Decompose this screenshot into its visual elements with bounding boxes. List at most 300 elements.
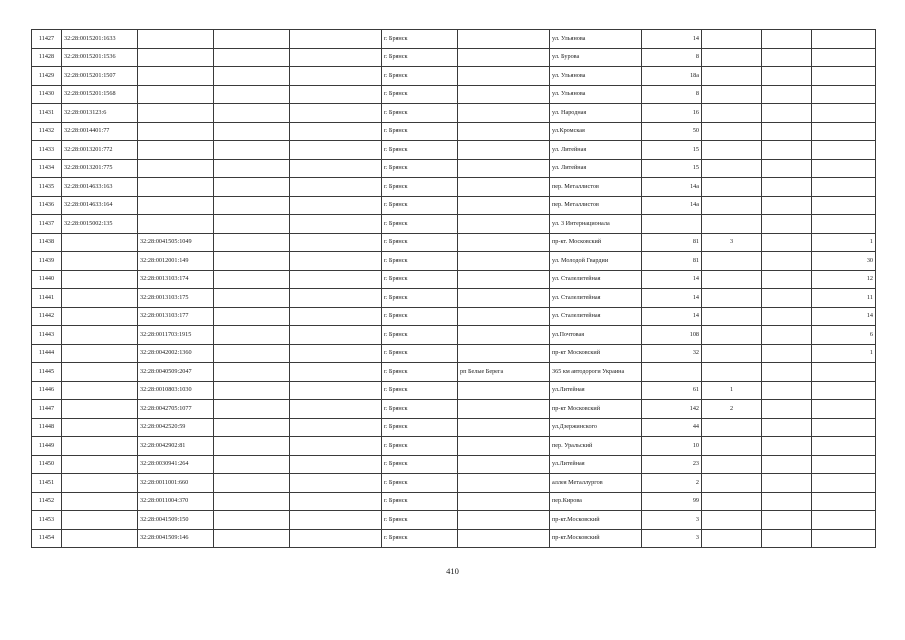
cell-empty (214, 104, 290, 123)
cell-city: г. Брянск (382, 233, 458, 252)
cell-apartment (812, 85, 876, 104)
cell-house: 44 (642, 418, 702, 437)
cell-locality (458, 400, 550, 419)
cell-city: г. Брянск (382, 344, 458, 363)
cell-cadastral-number-alt: 32:28:0011703:1915 (138, 326, 214, 345)
cell-record-number: 11451 (32, 474, 62, 493)
table-row (32, 233, 876, 252)
cell-apartment (812, 215, 876, 234)
table-row (32, 85, 876, 104)
cell-empty (762, 326, 812, 345)
cell-city: г. Брянск (382, 122, 458, 141)
cell-empty (762, 141, 812, 160)
table-row (32, 381, 876, 400)
cell-record-number: 11438 (32, 233, 62, 252)
cell-empty (214, 67, 290, 86)
cell-apartment: 1 (812, 233, 876, 252)
cell-house: 61 (642, 381, 702, 400)
cell-cadastral-number-alt: 32:28:0040509:2047 (138, 363, 214, 382)
cell-cadastral-number-alt (138, 196, 214, 215)
cell-empty (762, 400, 812, 419)
cell-cadastral-number: 32:28:0013123:6 (62, 104, 138, 123)
cell-street: ул. Молодой Гвардии (550, 252, 642, 271)
cell-record-number: 11429 (32, 67, 62, 86)
cell-city: г. Брянск (382, 196, 458, 215)
cell-record-number: 11452 (32, 492, 62, 511)
cell-building (702, 85, 762, 104)
registry-table (31, 29, 876, 548)
cell-locality (458, 85, 550, 104)
cell-street: ул. Литейная (550, 159, 642, 178)
cell-empty (290, 307, 382, 326)
cell-cadastral-number (62, 455, 138, 474)
cell-cadastral-number-alt (138, 141, 214, 160)
cell-cadastral-number (62, 344, 138, 363)
cell-cadastral-number-alt (138, 104, 214, 123)
cell-record-number: 11427 (32, 30, 62, 49)
cell-empty (214, 344, 290, 363)
cell-cadastral-number-alt: 32:28:0011004:370 (138, 492, 214, 511)
cell-building (702, 326, 762, 345)
cell-empty (214, 474, 290, 493)
cell-empty (214, 141, 290, 160)
cell-empty (214, 252, 290, 271)
cell-empty (214, 363, 290, 382)
cell-city: г. Брянск (382, 289, 458, 308)
cell-city: г. Брянск (382, 48, 458, 67)
cell-house: 15 (642, 159, 702, 178)
cell-building (702, 252, 762, 271)
cell-building (702, 492, 762, 511)
cell-building (702, 141, 762, 160)
cell-empty (762, 511, 812, 530)
cell-house: 14 (642, 307, 702, 326)
table-row (32, 252, 876, 271)
cell-street: ул.Дзержинского (550, 418, 642, 437)
cell-street: ул. Ульянова (550, 85, 642, 104)
cell-empty (214, 511, 290, 530)
cell-city: г. Брянск (382, 400, 458, 419)
cell-street: ул. 3 Интернационала (550, 215, 642, 234)
cell-street: ул. Народная (550, 104, 642, 123)
cell-empty (762, 363, 812, 382)
cell-cadastral-number-alt: 32:28:0013103:174 (138, 270, 214, 289)
cell-apartment (812, 474, 876, 493)
cell-empty (762, 455, 812, 474)
cell-street: ул. Бурова (550, 48, 642, 67)
cell-house: 3 (642, 529, 702, 548)
cell-street: ул. Сталелитейная (550, 270, 642, 289)
cell-cadastral-number-alt: 32:28:0011001:660 (138, 474, 214, 493)
cell-empty (762, 233, 812, 252)
cell-empty (214, 270, 290, 289)
cell-city: г. Брянск (382, 381, 458, 400)
cell-record-number: 11448 (32, 418, 62, 437)
cell-locality (458, 215, 550, 234)
cell-house: 99 (642, 492, 702, 511)
cell-house: 15 (642, 141, 702, 160)
cell-house: 8 (642, 85, 702, 104)
cell-apartment (812, 67, 876, 86)
cell-empty (214, 48, 290, 67)
cell-empty (290, 511, 382, 530)
cell-locality (458, 159, 550, 178)
table-row (32, 344, 876, 363)
cell-cadastral-number-alt (138, 215, 214, 234)
cell-street: ул.Почтовая (550, 326, 642, 345)
cell-building (702, 159, 762, 178)
cell-empty (214, 233, 290, 252)
cell-apartment (812, 30, 876, 49)
cell-record-number: 11446 (32, 381, 62, 400)
cell-locality (458, 474, 550, 493)
cell-empty (214, 196, 290, 215)
cell-street: пр-кт Московский (550, 344, 642, 363)
cell-apartment (812, 511, 876, 530)
cell-locality: рп Белые Берега (458, 363, 550, 382)
cell-apartment: 12 (812, 270, 876, 289)
cell-apartment: 14 (812, 307, 876, 326)
cell-building (702, 30, 762, 49)
cell-house: 14 (642, 30, 702, 49)
cell-apartment (812, 437, 876, 456)
cell-cadastral-number (62, 437, 138, 456)
cell-house: 2 (642, 474, 702, 493)
cell-cadastral-number-alt: 32:28:0030941:264 (138, 455, 214, 474)
cell-empty (290, 252, 382, 271)
cell-record-number: 11433 (32, 141, 62, 160)
cell-cadastral-number (62, 474, 138, 493)
cell-cadastral-number-alt: 32:28:0042520:59 (138, 418, 214, 437)
cell-city: г. Брянск (382, 252, 458, 271)
cell-empty (214, 30, 290, 49)
cell-cadastral-number-alt (138, 159, 214, 178)
cell-apartment (812, 381, 876, 400)
cell-street: пер. Металлистов (550, 196, 642, 215)
cell-city: г. Брянск (382, 363, 458, 382)
cell-locality (458, 233, 550, 252)
cell-record-number: 11442 (32, 307, 62, 326)
cell-house: 23 (642, 455, 702, 474)
cell-record-number: 11441 (32, 289, 62, 308)
cell-empty (290, 289, 382, 308)
cell-cadastral-number (62, 270, 138, 289)
cell-locality (458, 30, 550, 49)
cell-empty (214, 215, 290, 234)
cell-cadastral-number (62, 529, 138, 548)
cell-city: г. Брянск (382, 270, 458, 289)
cell-house: 16 (642, 104, 702, 123)
cell-building (702, 289, 762, 308)
cell-empty (214, 492, 290, 511)
cell-cadastral-number (62, 289, 138, 308)
table-row (32, 30, 876, 49)
cell-cadastral-number (62, 400, 138, 419)
cell-empty (762, 474, 812, 493)
cell-locality (458, 252, 550, 271)
cell-street: пр-кт Московский (550, 400, 642, 419)
cell-empty (214, 529, 290, 548)
cell-empty (762, 48, 812, 67)
cell-cadastral-number-alt: 32:28:0010803:1030 (138, 381, 214, 400)
cell-street: пр-кт.Московский (550, 529, 642, 548)
cell-cadastral-number: 32:28:0015201:1633 (62, 30, 138, 49)
cell-empty (290, 196, 382, 215)
cell-street: пер. Уральский (550, 437, 642, 456)
cell-record-number: 11434 (32, 159, 62, 178)
cell-building (702, 529, 762, 548)
cell-cadastral-number: 32:28:0015201:1536 (62, 48, 138, 67)
cell-cadastral-number: 32:28:0014401:77 (62, 122, 138, 141)
cell-empty (214, 326, 290, 345)
table-row (32, 492, 876, 511)
cell-cadastral-number-alt (138, 178, 214, 197)
table-row (32, 529, 876, 548)
cell-apartment: 11 (812, 289, 876, 308)
cell-empty (762, 418, 812, 437)
cell-house: 8 (642, 48, 702, 67)
cell-locality (458, 381, 550, 400)
cell-empty (290, 400, 382, 419)
cell-locality (458, 289, 550, 308)
cell-cadastral-number (62, 326, 138, 345)
table-row (32, 196, 876, 215)
cell-city: г. Брянск (382, 30, 458, 49)
cell-apartment (812, 159, 876, 178)
cell-house (642, 215, 702, 234)
cell-empty (290, 141, 382, 160)
cell-empty (214, 159, 290, 178)
cell-apartment (812, 48, 876, 67)
cell-house: 10 (642, 437, 702, 456)
cell-city: г. Брянск (382, 104, 458, 123)
cell-building (702, 511, 762, 530)
cell-record-number: 11439 (32, 252, 62, 271)
cell-empty (290, 178, 382, 197)
cell-house: 14а (642, 196, 702, 215)
cell-apartment (812, 400, 876, 419)
cell-building (702, 270, 762, 289)
cell-city: г. Брянск (382, 159, 458, 178)
table-row (32, 400, 876, 419)
cell-locality (458, 492, 550, 511)
cell-empty (762, 492, 812, 511)
cell-city: г. Брянск (382, 141, 458, 160)
cell-empty (762, 529, 812, 548)
cell-building (702, 455, 762, 474)
cell-apartment: 1 (812, 344, 876, 363)
cell-empty (290, 344, 382, 363)
cell-apartment (812, 529, 876, 548)
cell-apartment (812, 492, 876, 511)
cell-cadastral-number (62, 233, 138, 252)
cell-apartment (812, 363, 876, 382)
table-row (32, 141, 876, 160)
cell-locality (458, 141, 550, 160)
cell-cadastral-number-alt (138, 48, 214, 67)
cell-apartment (812, 178, 876, 197)
cell-empty (290, 215, 382, 234)
cell-cadastral-number (62, 381, 138, 400)
table-row (32, 437, 876, 456)
cell-empty (290, 363, 382, 382)
cell-record-number: 11435 (32, 178, 62, 197)
cell-apartment (812, 418, 876, 437)
cell-empty (290, 104, 382, 123)
cell-cadastral-number-alt: 32:28:0013103:177 (138, 307, 214, 326)
cell-locality (458, 48, 550, 67)
cell-house: 142 (642, 400, 702, 419)
cell-street: ул.Литейная (550, 455, 642, 474)
cell-empty (290, 326, 382, 345)
cell-empty (214, 85, 290, 104)
cell-cadastral-number-alt: 32:28:0041505:1049 (138, 233, 214, 252)
cell-empty (762, 85, 812, 104)
cell-locality (458, 104, 550, 123)
cell-empty (214, 178, 290, 197)
cell-building (702, 418, 762, 437)
cell-empty (290, 48, 382, 67)
cell-locality (458, 122, 550, 141)
cell-building: 1 (702, 381, 762, 400)
cell-record-number: 11454 (32, 529, 62, 548)
table-row (32, 104, 876, 123)
cell-empty (290, 85, 382, 104)
cell-cadastral-number (62, 511, 138, 530)
cell-empty (290, 492, 382, 511)
cell-record-number: 11440 (32, 270, 62, 289)
table-row (32, 215, 876, 234)
table-row (32, 270, 876, 289)
cell-street: пр-кт.Московский (550, 511, 642, 530)
cell-empty (762, 289, 812, 308)
cell-apartment (812, 141, 876, 160)
cell-street: пр-кт. Московский (550, 233, 642, 252)
cell-cadastral-number-alt: 32:28:0041509:150 (138, 511, 214, 530)
cell-record-number: 11449 (32, 437, 62, 456)
table-row (32, 178, 876, 197)
cell-locality (458, 178, 550, 197)
cell-locality (458, 67, 550, 86)
cell-apartment (812, 196, 876, 215)
cell-city: г. Брянск (382, 178, 458, 197)
cell-street: ул. Ульянова (550, 67, 642, 86)
cell-street: ул.Литейная (550, 381, 642, 400)
cell-building: 3 (702, 233, 762, 252)
cell-record-number: 11436 (32, 196, 62, 215)
cell-house (642, 363, 702, 382)
cell-empty (762, 215, 812, 234)
cell-empty (762, 178, 812, 197)
cell-city: г. Брянск (382, 437, 458, 456)
cell-locality (458, 529, 550, 548)
cell-empty (762, 252, 812, 271)
cell-cadastral-number (62, 418, 138, 437)
cell-building (702, 67, 762, 86)
table-row (32, 326, 876, 345)
cell-locality (458, 307, 550, 326)
cell-cadastral-number (62, 363, 138, 382)
cell-cadastral-number (62, 307, 138, 326)
cell-empty (762, 381, 812, 400)
table-row (32, 455, 876, 474)
cell-building (702, 48, 762, 67)
cell-empty (290, 122, 382, 141)
cell-empty (290, 437, 382, 456)
cell-locality (458, 326, 550, 345)
cell-locality (458, 511, 550, 530)
cell-locality (458, 455, 550, 474)
cell-record-number: 11444 (32, 344, 62, 363)
cell-locality (458, 437, 550, 456)
cell-city: г. Брянск (382, 326, 458, 345)
cell-empty (290, 381, 382, 400)
cell-cadastral-number-alt (138, 30, 214, 49)
page-number: 410 (446, 566, 459, 576)
cell-building (702, 196, 762, 215)
cell-house: 18а (642, 67, 702, 86)
cell-building (702, 474, 762, 493)
cell-empty (762, 437, 812, 456)
cell-empty (762, 30, 812, 49)
cell-empty (214, 418, 290, 437)
cell-cadastral-number-alt: 32:28:0041509:146 (138, 529, 214, 548)
cell-empty (214, 400, 290, 419)
cell-cadastral-number-alt: 32:28:0012001:149 (138, 252, 214, 271)
registry-table-body (32, 30, 876, 548)
cell-locality (458, 344, 550, 363)
cell-street: ул. Ульянова (550, 30, 642, 49)
cell-empty (214, 307, 290, 326)
cell-cadastral-number: 32:28:0013201:772 (62, 141, 138, 160)
table-row (32, 67, 876, 86)
cell-city: г. Брянск (382, 492, 458, 511)
cell-locality (458, 418, 550, 437)
table-row (32, 289, 876, 308)
cell-house: 14а (642, 178, 702, 197)
cell-street: пер.Кирова (550, 492, 642, 511)
cell-house: 81 (642, 252, 702, 271)
cell-record-number: 11431 (32, 104, 62, 123)
cell-building (702, 122, 762, 141)
cell-empty (290, 159, 382, 178)
cell-record-number: 11453 (32, 511, 62, 530)
cell-record-number: 11447 (32, 400, 62, 419)
cell-street: пер. Металлистов (550, 178, 642, 197)
cell-building (702, 307, 762, 326)
cell-empty (214, 437, 290, 456)
cell-apartment: 6 (812, 326, 876, 345)
cell-building (702, 104, 762, 123)
cell-empty (762, 122, 812, 141)
table-row (32, 474, 876, 493)
cell-empty (290, 30, 382, 49)
cell-record-number: 11443 (32, 326, 62, 345)
cell-cadastral-number: 32:28:0014633:163 (62, 178, 138, 197)
cell-empty (762, 270, 812, 289)
cell-city: г. Брянск (382, 418, 458, 437)
cell-street: ул.Кромская (550, 122, 642, 141)
cell-city: г. Брянск (382, 67, 458, 86)
table-row (32, 122, 876, 141)
cell-building (702, 215, 762, 234)
table-row (32, 48, 876, 67)
table-row (32, 418, 876, 437)
cell-empty (214, 122, 290, 141)
cell-cadastral-number-alt (138, 85, 214, 104)
cell-cadastral-number (62, 492, 138, 511)
cell-apartment (812, 104, 876, 123)
